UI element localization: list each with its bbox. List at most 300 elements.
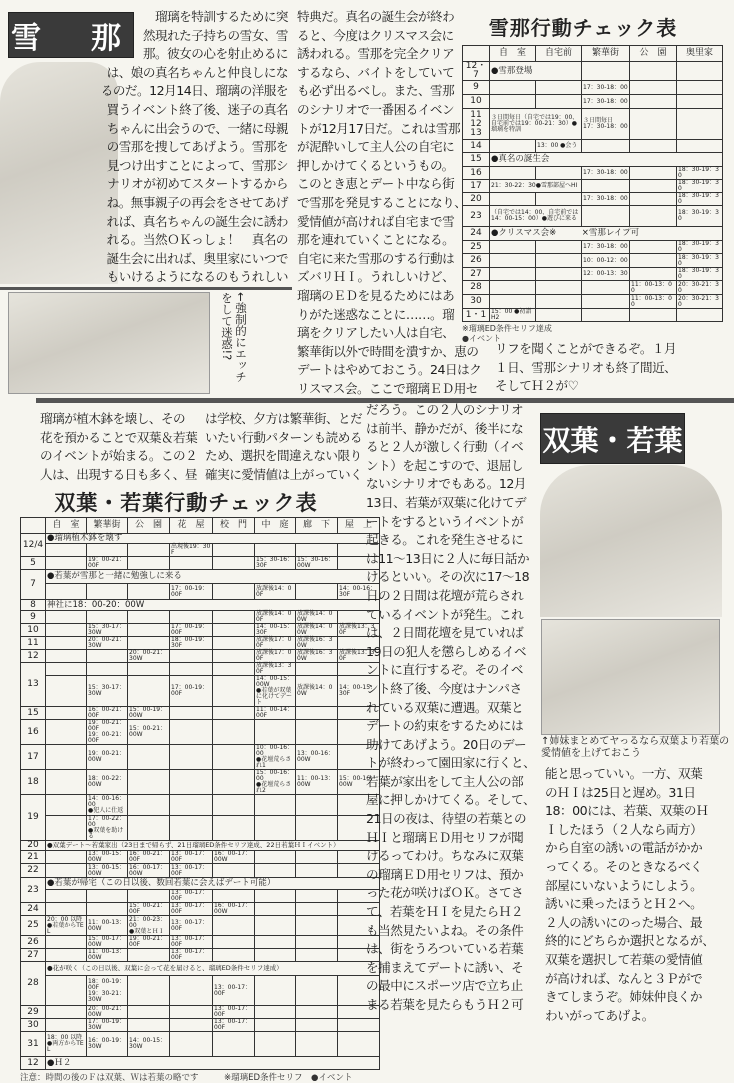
table-row [21,936,380,949]
table-cell [630,140,677,153]
text-line: トが終わって園田家に行くと、 [366,755,536,771]
table-cell [128,637,170,650]
table-row [21,1006,380,1019]
table-cell [296,916,338,936]
table-cell: 18：00-19：30F [170,637,213,650]
table-row [21,1032,380,1057]
table-cell [255,864,296,878]
text-line: ＨＩと瑠璃ＥＤ用セリフが聞 [366,829,524,845]
table-cell [128,745,170,770]
table-cell: 20：00-21：30W [87,637,128,650]
table-cell [490,281,536,295]
table-cell: 13：00-16：00W [296,745,338,770]
table-row [21,864,380,878]
table-cell [46,557,87,570]
date-cell: 17 [463,180,490,193]
text-line: ナリオが初めてスタートするから [107,176,288,192]
text-line: て、若葉をＨＩを見たらＨ２ [366,904,523,920]
event-cell: ●若葉が帰宅（この日以後、数回若葉に会えばデート可能） [46,878,380,890]
table-cell [128,544,170,557]
table-cell [128,976,170,1006]
text-line: 21日の夜は、待望の若葉との [366,811,527,827]
table-cell: 19：00-21：00F [87,557,128,570]
table-cell: 10：00-12：00 [582,254,630,268]
table-cell [490,81,536,95]
text-line: 若葉が家出をして主人公の部 [366,773,524,789]
yukina-text-column-1 [96,8,288,287]
note-line: ●イベント [462,334,501,343]
table-cell [536,193,582,206]
table-cell [255,936,296,949]
table-cell: 16：00-19：30W [87,1032,128,1057]
table-cell [128,676,170,707]
table-cell [536,81,582,95]
table-cell: 14：00-15：00W ●若葉が双葉に化けてデート [255,676,296,707]
table-cell [582,62,630,81]
text-line: 人は、出現する日も多く、昼 [40,466,197,482]
text-line: ると２人が激しく行動（イベ [366,439,524,455]
text-line: トが12月17日だ。これは雪那 [297,120,461,136]
table-cell: 放課後14：00F [255,611,296,624]
text-line: のＨＩは25日と遅め。31日 [545,784,696,800]
text-line: するなら、バイトをしていて [297,64,455,80]
table-cell: 19：00-21：00F 19：00-21：00F [87,720,128,745]
table-cell: 18：30-19：30 [677,193,723,206]
table-cell [128,611,170,624]
table-cell: 14：00-16：30F [338,584,380,600]
futaba-title: 双葉・若葉 [542,423,683,457]
date-cell: 14 [463,140,490,153]
text-line: 瑠璃が植木鉢を壊し、その [40,411,186,426]
table-cell [296,903,338,916]
table-cell: 18：30-19：30 [677,268,723,281]
table-cell [46,936,87,949]
table-cell: 13：00-17：00F [213,976,255,1006]
table-cell: 放課後14：00W [296,624,338,637]
date-cell: 1・1 [463,309,490,322]
column-header: 公 園 [128,518,170,534]
date-cell: 8 [21,600,46,611]
table-cell [213,936,255,949]
text-line: 見つけ出すことによって、雪那シ [106,157,288,173]
table-cell [630,268,677,281]
table-cell [582,140,630,153]
table-cell [296,851,338,864]
table-cell [490,140,536,153]
table-cell: 18：00 以降 ●両方からTEL [46,1032,87,1057]
table-cell: 14：00-15：30F [338,676,380,707]
text-line: わいがってあげよ。 [545,1007,654,1023]
table-cell [630,62,677,81]
table-cell [213,890,255,903]
table-cell: 11：00-13：00W [296,770,338,795]
table-cell [255,1019,296,1032]
table-row [21,816,380,841]
date-cell: 31 [21,1032,46,1057]
futaba-text-column-3 [366,401,536,1015]
table-cell [255,544,296,557]
table-cell [213,1032,255,1057]
text-line: るのだ。12月14日、瑠璃の洋服を [100,83,288,99]
table-cell [630,180,677,193]
date-cell: 18 [21,770,46,795]
table-cell [46,816,87,841]
table-cell [296,720,338,745]
column-header: 校 門 [213,518,255,534]
table-cell [213,864,255,878]
table-cell: 11：00-13：00W [87,949,128,962]
table-cell [255,903,296,916]
date-cell: 30 [463,295,490,309]
table-cell: 13：00-17：00F [170,903,213,916]
table-row [21,584,380,600]
table-cell [255,1032,296,1057]
date-cell: 29 [21,1006,46,1019]
text-line: デートの約束をするためには [366,718,524,734]
date-cell: 23 [21,878,46,903]
table-cell [46,1019,87,1032]
table-cell: 18：30-19：30 [677,206,723,227]
table-cell [46,770,87,795]
table-row [21,676,380,707]
column-header [21,518,46,534]
table-cell [677,95,723,109]
text-line: 花を預かることで双葉＆若葉 [40,429,198,445]
table-cell: 13：00-17：00F [170,864,213,878]
text-line: 能と思っていい。一方、双葉 [545,766,703,781]
futaba-table-note: 注意：時間の後のＦは双葉、Ｗは若葉の略です ※瑠璃ED条件セリフ ●イベント [20,1073,353,1083]
table-cell [536,295,582,309]
date-cell: 26 [463,254,490,268]
date-cell: 16 [21,720,46,745]
table-cell [213,676,255,707]
text-line: そしてＨ２が♡ [495,378,579,394]
table-cell: 16：00-17：00W [213,903,255,916]
text-line: ント終了後、今度はナンパさ [366,680,522,696]
table-row [463,193,723,206]
table-cell [536,241,582,254]
table-cell [170,745,213,770]
table-cell [630,241,677,254]
table-row [21,795,380,816]
table-cell: 17：30-18：00 [582,95,630,109]
table-row [463,281,723,295]
table-row [463,241,723,254]
table-cell: 19：00-21：00F [128,936,170,949]
text-line: 13日、若葉が双葉に化けてデ [366,494,527,510]
table-cell: 13：00-15：00W [87,864,128,878]
table-row [21,878,380,890]
table-cell [296,707,338,720]
column-header [463,46,490,62]
text-line: リスマス会。ここで瑠璃ＥＤ用セ [297,380,478,396]
table-row [21,1019,380,1032]
table-cell [296,976,338,1006]
table-cell [87,584,128,600]
table-cell: 13：00-17：00F [170,949,213,962]
text-line: れる。当然ＯＫっしょ！ 真名の [106,232,288,248]
column-header: 繁華街 [582,46,630,62]
table-row [21,663,380,676]
futaba-wakaba-scene-illustration [541,619,720,735]
table-cell [46,624,87,637]
table-row [21,611,380,624]
text-line: ２人の誘いにのった場合、最 [545,914,703,930]
text-line: の雪那を捜してあげよう。雪那を [106,139,288,155]
table-cell [582,309,630,322]
date-cell: 27 [21,949,46,962]
table-cell: 16：00-17：00W [128,864,170,878]
table-cell [170,795,213,816]
table-cell: 17：30-18：00 [582,241,630,254]
futaba-text-column-1 [40,410,202,484]
table-cell: 放課後14：00F [255,584,296,600]
table-cell [213,949,255,962]
text-line: ントに直行するぞ。そのイベ [366,662,523,678]
table-cell: 10：00-16：00 ●花壇荒らされ1 [255,745,296,770]
text-line: も当然見たいよね。その条件 [366,922,524,938]
table-cell: 17：00-19：30W [87,1019,128,1032]
table-cell [582,281,630,295]
text-line: は、娘の真名ちゃんと仲良しにな [106,64,288,80]
date-cell: 10 [463,95,490,109]
text-line: りがた迷惑なことに……。瑠 [297,306,455,322]
table-row [21,1057,380,1070]
table-cell [490,167,536,180]
table-cell: 15：00-21：00W [128,720,170,745]
table-cell [46,851,87,864]
table-cell [490,254,536,268]
table-cell: 15：00-16：00W [338,770,380,795]
table-cell [87,663,128,676]
table-cell: 18：30-19：30 [677,254,723,268]
table-cell [296,663,338,676]
table-cell: 14：00-15：30W [128,1032,170,1057]
table-cell [296,816,338,841]
text-line: は学校、夕方は繁華街、とだ [205,411,363,426]
yukina-title: 雪 那 [11,21,131,56]
table-cell: 20：00 以降 ●若葉からTEL [46,916,87,936]
table-cell [630,95,677,109]
table-cell [213,916,255,936]
table-cell [170,976,213,1006]
date-cell: 25 [463,241,490,254]
table-cell [213,745,255,770]
text-line: 終的にどちらか選択となるが、 [545,933,715,949]
table-row [21,570,380,584]
table-row [21,916,380,936]
text-line: 誕生会に出れば、奥里家にいつで [106,250,288,266]
table-row [21,949,380,962]
table-cell [128,890,170,903]
table-cell: 20：30-21：30 [677,281,723,295]
text-line: ント）を起こすので、退屈し [366,457,523,473]
event-cell: ●若葉が雪那と一緒に勉強しに来る [46,570,380,584]
text-line: 部屋にいないようにしよう。 [545,877,703,893]
yukina-schedule-table [462,45,723,322]
table-cell [490,295,536,309]
text-line: 買うイベント終了後、迷子の真名 [106,101,288,117]
table-row [463,206,723,227]
text-line: は11～13日に２人に毎日話か [366,550,530,566]
table-cell [536,309,582,322]
text-line: デートはやめておこう。24日はク [297,362,482,378]
text-line: れている双葉に遭遇。双葉と [366,699,524,715]
event-cell: ●瑠璃植木鉢を壊す [46,534,380,544]
date-cell: 20 [463,193,490,206]
text-line: のイベントが始まる。この２ [40,448,198,464]
table-cell: 17：00-22：00 ●双葉を助ける [87,816,128,841]
table-cell [87,611,128,624]
text-line: が高ければ、なんと３Ｐがで [545,970,703,986]
table-row [463,167,723,180]
text-line: った花が咲けばＯＫ。さてさ [366,885,524,901]
table-cell [170,1019,213,1032]
text-line: 起きる。これを発生させるに [366,532,524,548]
table-cell: 放課後17：00F [255,637,296,650]
date-cell: 10 [21,624,46,637]
text-line: ると、今度はクリスマス会に [297,27,454,43]
table-cell [46,650,87,663]
table-cell [296,890,338,903]
table-cell [170,1006,213,1019]
table-cell [255,851,296,864]
table-cell [46,949,87,962]
table-cell: 11：00-14：00F [255,707,296,720]
text-line: を捕まえてデートに誘い、そ [366,959,524,975]
table-cell [213,650,255,663]
text-line: このとき恵とデート中なら街 [297,176,455,192]
table-cell [582,206,630,227]
date-cell: 12・7 [463,62,490,81]
table-row [463,254,723,268]
table-cell: 16：00-21：00F [128,851,170,864]
table-cell [255,949,296,962]
table-cell: 放課後14：00W [296,676,338,707]
table-cell [46,637,87,650]
table-cell [338,1019,380,1032]
table-cell: 17：30-18：00 [582,81,630,95]
text-line: ちゃんに出会うので、一緒に母親 [106,120,288,136]
table-cell: 13：00-15：00W [87,851,128,864]
section-divider [0,287,292,290]
text-line: ているイベントが発生。これ [366,606,524,622]
table-row [21,557,380,570]
table-cell [213,624,255,637]
column-header: 自 室 [490,46,536,62]
text-line: から自室の誘いの電話がかか [545,840,703,856]
table-cell [296,936,338,949]
text-line: ってくる。そのときなるべく [545,858,703,874]
table-cell [170,1032,213,1057]
table-cell [536,167,582,180]
date-cell: 15 [21,707,46,720]
date-cell: 5 [21,557,46,570]
table-cell [170,663,213,676]
table-cell [213,816,255,841]
table-cell: （自宅では14：00、自宅前では14：00-15：00）●遊びに来る [490,206,582,227]
text-line: 双葉を選択して若葉の愛情値 [545,951,703,967]
table-cell: 20：00-21：30W [128,650,170,663]
table-cell: 13：00-17：00F [170,851,213,864]
table-cell [46,1006,87,1019]
table-cell [630,254,677,268]
table-cell [536,95,582,109]
table-cell [46,890,87,903]
table-cell [255,1006,296,1019]
table-cell [128,795,170,816]
table-cell: ３日間毎日（自宅では19：00、自宅前では19：00-21：30）●瑠璃を特訓 [490,109,582,140]
table-cell: 19：00-21：00W [87,745,128,770]
text-line: 18：00には、若葉、双葉のＨ [545,803,709,819]
text-line: ズバリＨＩ。うれしいけど、 [297,269,455,285]
table-row [463,95,723,109]
date-cell: 11 12 13 [463,109,490,140]
table-cell [677,81,723,95]
table-cell [296,584,338,600]
table-cell [630,193,677,206]
table-row [21,962,380,976]
futaba-text-column-2 [205,410,363,484]
column-header: 公 園 [630,46,677,62]
table-cell [213,663,255,676]
table-row [21,624,380,637]
date-cell: 28 [21,962,46,1006]
text-line: 確実に愛情値は上がっていく [205,466,363,482]
text-line: 璃をクリアしたい人は自宅、 [297,325,455,341]
table-cell: 放課後17：00F [255,650,296,663]
text-line: ートをするというイベントが [366,513,524,529]
table-cell [87,890,128,903]
table-cell [46,745,87,770]
text-line: 特典だ。真名の誕生会が終わ [297,9,455,24]
date-cell: 25 [21,916,46,936]
table-row [463,81,723,95]
table-cell [87,544,128,557]
text-line: まる若葉を見たらもうＨ２可 [366,997,524,1012]
column-header: 繁華街 [87,518,128,534]
table-cell [255,795,296,816]
text-line: で雪那を発見することになり、 [297,194,467,210]
table-cell [170,611,213,624]
date-cell: 24 [463,227,490,241]
futaba-table-title: 双葉・若葉行動チェック表 [54,491,318,515]
text-line: 瑠璃のＥＤを見るためにはあ [297,287,455,303]
table-cell: 16：00-21：00F [87,707,128,720]
column-header: 自宅前 [536,46,582,62]
table-cell: 13：00-17：00F [170,916,213,936]
text-line: の瑠璃ＥＤ用セリフは、預か [366,866,524,882]
table-cell [338,1032,380,1057]
table-cell: 15：00-21：00F [128,903,170,916]
table-cell [46,663,87,676]
date-cell: 12 [21,650,46,663]
table-cell: 17：30-18：00 [582,193,630,206]
futaba-table-block [20,517,377,1083]
column-header: 中 庭 [255,518,296,534]
column-header: 花 屋 [170,518,213,534]
table-cell [128,816,170,841]
table-cell: 放課後16：30W [296,637,338,650]
table-cell [630,167,677,180]
table-cell: 15：30-16：30F [255,557,296,570]
table-cell [170,720,213,745]
date-cell: 22 [21,864,46,878]
table-cell [213,795,255,816]
date-cell: 24 [21,903,46,916]
table-cell: 18：00-19：00F 19：30-21：30W [87,976,128,1006]
text-line: いたい行動パターンも読める [205,429,362,445]
